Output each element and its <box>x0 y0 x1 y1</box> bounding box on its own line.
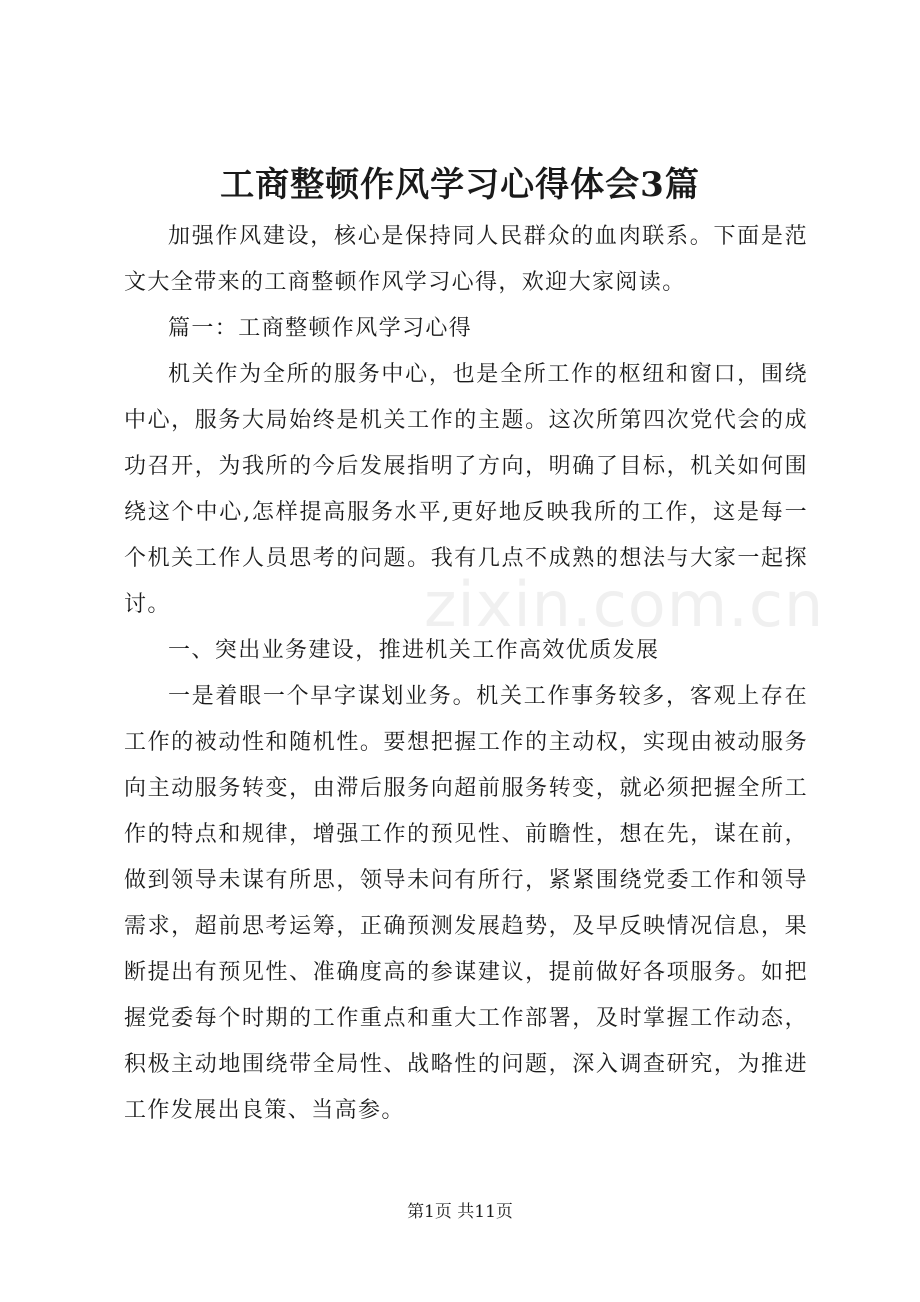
document-title: 工商整顿作风学习心得体会3篇 <box>220 165 700 205</box>
intro-paragraph: 加强作风建设，核心是保持同人民群众的血肉联系。下面是范文大全带来的工商整顿作风学习心得，欢迎大家阅读。 <box>124 224 808 295</box>
body-paragraph: 一是着眼一个早字谋划业务。机关工作事务较多，客观上存在工作的被动性和随机性。要想把握工作的主动权，实现由被动服务向主动服务转变，由滞后服务向超前服务转变，就必须把握全所工作的特点和规律，增强工作的预见性、前瞻性，想在先，谋在前，做到领导未谋有所思，领导未问有所行，紧紧围绕党委工作和领导需求，超前思考运筹，正确预测发展趋势，及早反映情况信息，果断提出有预见性、准确度高的参谋建议，提前做好各项服务。如把握党委每个时期的工作重点和重大工作部署，及时掌握工作动态，积极主动地围绕带全局性、战略性的问题，深入调查研究，为推进工作发展出良策、当高参。 <box>124 684 808 1123</box>
body-paragraph: 机关作为全所的服务中心，也是全所工作的枢纽和窗口，围绕中心，服务大局始终是机关工作的主题。这次所第四次党代会的成功召开，为我所的今后发展指明了方向，明确了目标，机关如何围绕这个中心,怎样提高服务水平,更好地反映我所的工作，这是每一个机关工作人员思考的问题。我有几点不成熟的想法与大家一起探讨。 <box>124 362 808 617</box>
watermark: zixin.com.cn <box>424 568 825 641</box>
page-footer: 第1页 共11页 <box>407 1202 513 1222</box>
section-heading: 一、突出业务建设，推进机关工作高效优质发展 <box>168 638 660 663</box>
document-body <box>124 214 808 1134</box>
section-heading-part-one: 篇一：工商整顿作风学习心得 <box>168 316 473 341</box>
